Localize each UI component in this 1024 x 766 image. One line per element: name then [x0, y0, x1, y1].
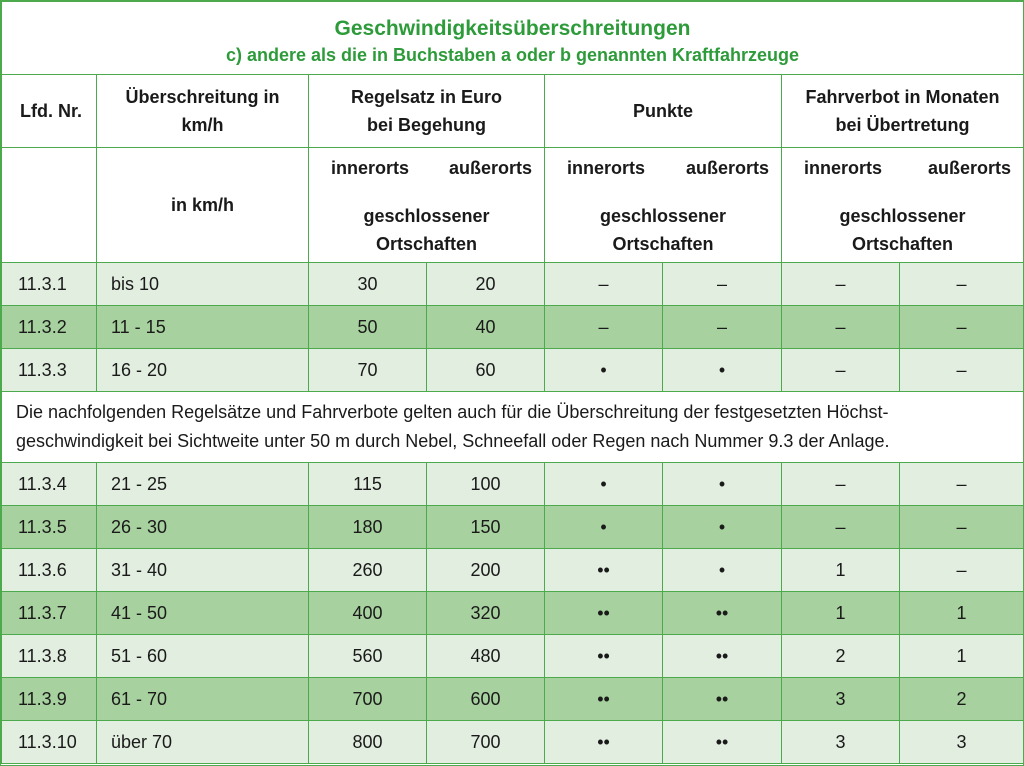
cell-euro-out: 480	[427, 635, 545, 678]
cell-euro-in: 180	[309, 506, 427, 549]
cell-range: 16 - 20	[97, 349, 309, 392]
cell-euro-in: 115	[309, 463, 427, 506]
cell-euro-in: 260	[309, 549, 427, 592]
cell-fv-out: –	[900, 306, 1024, 349]
cell-euro-out: 200	[427, 549, 545, 592]
cell-fv-out: –	[900, 549, 1024, 592]
header-fahrverbot: Fahrverbot in Monaten bei Übertretung	[782, 75, 1024, 148]
cell-pkt-in: •	[545, 463, 663, 506]
cell-nr: 11.3.5	[2, 506, 97, 549]
subheader-in-kmh: in km/h	[97, 148, 309, 263]
cell-euro-out: 100	[427, 463, 545, 506]
cell-euro-out: 700	[427, 721, 545, 764]
cell-fv-out: –	[900, 463, 1024, 506]
cell-euro-out: 40	[427, 306, 545, 349]
cell-range: 31 - 40	[97, 549, 309, 592]
table-row	[2, 678, 1024, 721]
cell-pkt-out: ••	[663, 592, 782, 635]
cell-fv-in: –	[782, 506, 900, 549]
cell-nr: 11.3.6	[2, 549, 97, 592]
cell-euro-in: 30	[309, 263, 427, 306]
cell-euro-out: 60	[427, 349, 545, 392]
cell-range: 11 - 15	[97, 306, 309, 349]
cell-fv-out: 2	[900, 678, 1024, 721]
cell-pkt-in: ••	[545, 678, 663, 721]
cell-pkt-out: •	[663, 463, 782, 506]
cell-range: bis 10	[97, 263, 309, 306]
cell-fv-in: –	[782, 349, 900, 392]
cell-pkt-out: –	[663, 263, 782, 306]
cell-pkt-in: ••	[545, 549, 663, 592]
cell-pkt-in: –	[545, 306, 663, 349]
cell-nr: 11.3.4	[2, 463, 97, 506]
subtitle-text: c) andere als die in Buchstaben a oder b genannten Kraftfahrzeuge	[225, 45, 800, 65]
cell-fv-in: 1	[782, 549, 900, 592]
cell-range: 51 - 60	[97, 635, 309, 678]
cell-fv-in: 1	[782, 592, 900, 635]
fog-note: Die nachfolgenden Regelsätze und Fahrverbote gelten auch für die Überschreitung der festgesetzten Höchst-geschwindigkeit bei Sichtweite unter 50 m durch Nebel, Schneefall oder Regen nach Nummer 9.3 der Anlage.	[2, 392, 1024, 463]
cell-pkt-in: –	[545, 263, 663, 306]
cell-nr: 11.3.9	[2, 678, 97, 721]
cell-nr: 11.3.8	[2, 635, 97, 678]
cell-fv-out: 1	[900, 592, 1024, 635]
cell-euro-in: 700	[309, 678, 427, 721]
cell-range: 26 - 30	[97, 506, 309, 549]
cell-fv-in: –	[782, 306, 900, 349]
subheader-empty	[2, 148, 97, 263]
cell-pkt-in: •	[545, 506, 663, 549]
table-row	[2, 592, 1024, 635]
cell-euro-out: 600	[427, 678, 545, 721]
cell-pkt-out: ••	[663, 678, 782, 721]
cell-pkt-out: ••	[663, 635, 782, 678]
cell-nr: 11.3.1	[2, 263, 97, 306]
speeding-fines-table	[1, 1, 1024, 764]
cell-fv-in: –	[782, 463, 900, 506]
cell-range: 21 - 25	[97, 463, 309, 506]
cell-fv-in: 2	[782, 635, 900, 678]
table-row	[2, 549, 1024, 592]
cell-euro-in: 560	[309, 635, 427, 678]
cell-pkt-in: ••	[545, 721, 663, 764]
cell-euro-out: 150	[427, 506, 545, 549]
cell-range: 41 - 50	[97, 592, 309, 635]
subheader-fahrverbot-split: innerorts außerorts geschlossener Ortschaften	[782, 148, 1024, 263]
cell-euro-in: 800	[309, 721, 427, 764]
table-row	[2, 721, 1024, 764]
cell-pkt-out: –	[663, 306, 782, 349]
cell-pkt-in: •	[545, 349, 663, 392]
cell-fv-in: 3	[782, 678, 900, 721]
cell-pkt-in: ••	[545, 635, 663, 678]
cell-euro-out: 320	[427, 592, 545, 635]
cell-range: über 70	[97, 721, 309, 764]
cell-fv-out: –	[900, 263, 1024, 306]
title-text: Geschwindigkeitsüberschreitungen	[334, 17, 691, 40]
cell-fv-out: 3	[900, 721, 1024, 764]
cell-pkt-out: •	[663, 349, 782, 392]
header-punkte: Punkte	[545, 75, 782, 148]
cell-pkt-out: •	[663, 506, 782, 549]
table-row	[2, 263, 1024, 306]
header-regelsatz: Regelsatz in Euro bei Begehung	[309, 75, 545, 148]
cell-nr: 11.3.3	[2, 349, 97, 392]
cell-euro-in: 70	[309, 349, 427, 392]
cell-euro-out: 20	[427, 263, 545, 306]
table-row	[2, 306, 1024, 349]
cell-fv-out: –	[900, 349, 1024, 392]
cell-fv-in: 3	[782, 721, 900, 764]
cell-euro-in: 50	[309, 306, 427, 349]
cell-range: 61 - 70	[97, 678, 309, 721]
cell-fv-out: 1	[900, 635, 1024, 678]
header-lfd-nr: Lfd. Nr.	[2, 75, 97, 148]
table-row	[2, 635, 1024, 678]
cell-nr: 11.3.2	[2, 306, 97, 349]
subheader-regelsatz-split: innerorts außerorts geschlossener Ortschaften	[309, 148, 545, 263]
cell-fv-in: –	[782, 263, 900, 306]
table-row	[2, 349, 1024, 392]
cell-euro-in: 400	[309, 592, 427, 635]
subheader-punkte-split: innerorts außerorts geschlossener Ortschaften	[545, 148, 782, 263]
table-row	[2, 506, 1024, 549]
cell-pkt-out: •	[663, 549, 782, 592]
cell-fv-out: –	[900, 506, 1024, 549]
table-row	[2, 463, 1024, 506]
cell-pkt-out: ••	[663, 721, 782, 764]
cell-nr: 11.3.10	[2, 721, 97, 764]
header-ueberschreitung: Überschreitung in km/h	[97, 75, 309, 148]
cell-pkt-in: ••	[545, 592, 663, 635]
cell-nr: 11.3.7	[2, 592, 97, 635]
table-title	[2, 2, 1024, 75]
